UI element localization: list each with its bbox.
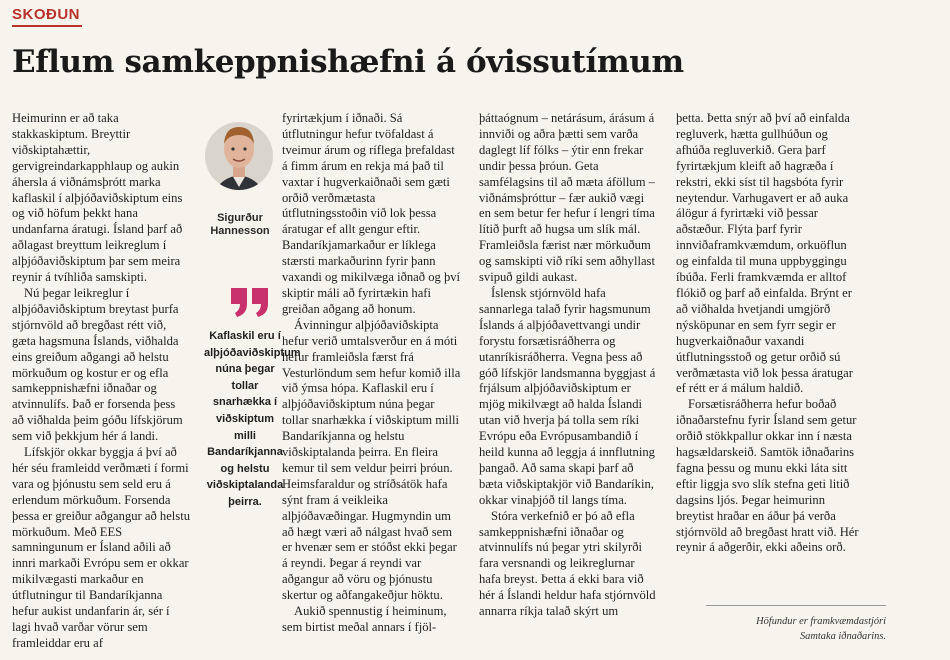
paragraph: þáttaógnum – netárásum, árásum á innviði og aðra þætti sem varða daglegt líf fólks – ýtir enn frekar undir þessa þróun. Geta samfélagsins til að mæta áföllum – viðnámsþróttur – fær aukið vægi en sem betur fer hefur í lengri tíma lítið þurft að hugsa um slík mál. Framleiðsla færist nær mörkuðum og samskipti við ríki sem aðhyllast svipuð gildi aukast. (479, 111, 655, 285)
section-label: SKOÐUN (12, 6, 81, 23)
paragraph: Lífskjör okkar byggja á því að hér séu framleidd verðmæti í formi vara og þjónustu sem seld eru á erlendum mörkuðum. Forsenda þessa er greiður aðgangur að helstu mörkuðum. Með EES samningunum er Ísland aðili að innri markaði Evrópu sem er okkar mikilvægasti markaður en útflutningur til Bandaríkjanna hefur aukist undanfarin ár, sér í lagi hvað varðar vörur sem framleiddar eru af (12, 445, 190, 650)
pull-quote: Kaflaskil eru í alþjóðaviðskiptum núna þegar tollar snarhækka í viðskiptum milli Bandaríkjanna og helstu viðskiptalanda þeirra. (204, 330, 301, 508)
footnote-rule (706, 605, 886, 606)
article-column-3 (479, 111, 659, 620)
footnote-line: Samtaka iðnaðarins. (799, 631, 886, 642)
paragraph: Ávinningur alþjóðaviðskipta hefur verið umtalsverður en á móti hefur framleiðsla færst frá Vesturlöndum sem hefur komið illa við ýmsa hópa. Kaflaskil eru í alþjóðaviðskiptum núna þegar tollar snarhækka í viðskiptum milli Bandaríkjanna og helstu viðskiptalanda þeirra. En fleira kemur til sem veldur þeirri þróun. Heimsfaraldur og stríðsátök hafa sýnt fram á veikleika alþjóðavæðingar. Hugmyndin um að hægt væri að nálgast hvað sem er hvenær sem er stóðst ekki þegar á reyndi. Þegar á reyndi var aðgangur að vöru og þjónustu skertur og aðfangakeðjur höktu. (282, 317, 461, 603)
article-column-4 (676, 111, 860, 556)
headline: Eflum samkeppnishæfni á óvissutímum (12, 44, 684, 80)
author-last-name: Hannesson (210, 225, 270, 237)
author-name (196, 212, 284, 238)
article-column-1 (12, 111, 190, 652)
paragraph: Nú þegar leikreglur í alþjóðaviðskiptum breytast þurfa stjórnvöld að bregðast rétt við, gæta hagsmuna Íslands, viðhalda eins greiðum aðgangi að helstu mörkuðum og kostur er og efla samkeppnishæfni iðnaðar og atvinnulífs. Það er forsenda þess að viðhalda þeim góðu lífskjörum sem við þekkjum hér á landi. (12, 285, 183, 444)
paragraph: fyrirtækjum í iðnaði. Sá útflutningur hefur tvöfaldast á tveimur árum og ríflega þrefaldast á fimm árum en rekja má það til vaxtar í hugverkaiðnaði sem gæti orðið verðmætasta útflutningsstoðin við lok þessa áratugar ef allt gengur eftir. Bandaríkjamarkaður er líklega stærsti markaðurinn fyrir þann vaxandi og mikilvæga iðnað og því skiptir máli að fyrirtækin hafi greiðan aðgang að honum. (282, 111, 461, 316)
article-column-2 (282, 111, 462, 636)
paragraph: Íslensk stjórnvöld hafa sannarlega talað fyrir hagsmunum Íslands á alþjóðavettvangi undir forystu forsætisráðherra og utanríkisráðherra. Vegna þess að góð lífskjör landsmanna byggjast á frjálsum alþjóðaviðskiptum er mjög mikilvægt að halda Íslandi utan við hverja þá tolla sem ríki Evrópu eða Evrópusambandið í heild kunna að leggja á innflutning þangað. Að sama skapi þarf að bæta viðskiptakjör við Bandaríkin, okkar vinaþjóð til langs tíma. (479, 285, 656, 507)
author-first-name: Sigurður (217, 212, 263, 224)
paragraph: Forsætisráðherra hefur boðað iðnaðarstefnu fyrir Ísland sem getur orðið stökkpallur okkar inn í næsta hagsældarskeið. Samtök iðnaðarins fagna þessu og munu ekki láta sitt eftir liggja svo slík stefna geti litið dagsins ljós. Þegar heimurinn breytist hraðar en áður þá verða stjórnvöld að bregðast hratt við. Hér reynir á aðgerðir, ekki aðeins orð. (676, 397, 859, 555)
paragraph: þetta. Þetta snýr að því að einfalda regluverk, hætta gullhúðun og afhúða regluverkið. Gera þarf fyrirtækjum kleift að hagræða í rekstri, ekki síst til hagsbóta fyrir neytendur. Varhugavert er að auka álögur á fyrirtæki við þessar aðstæður. Flýta þarf fyrir innviðaframkvæmdum, orkuöflun og einfalda til muna uppbyggingu íbúða. Ferli framkvæmda er alltof flókið og þarf að einfalda. Brýnt er að viðhalda hvetjandi umgjörð nýsköpunar en sem fyrr segir er hugverkaiðnaður vaxandi útflutningsstoð og getur orðið sú verðmætasta við lok þessa áratugar ef rétt er á málum haldið. (676, 111, 853, 396)
paragraph: Heimurinn er að taka stakkaskiptum. Breyttir viðskiptahættir, gervigreindarkapphlaup og aukin áhersla á viðnámsþrótt marka kaflaskil í alþjóðaviðskiptum eins og við höfum þekkt hana undanfarna áratugi. Ísland þarf að aðlagast breyttum leikreglum í alþjóðaviðskiptum þar sem meira reynir á tvíhliða samskipti. (12, 111, 183, 285)
paragraph: Stóra verkefnið er þó að efla samkeppnishæfni iðnaðar og atvinnulífs nú þegar ytri skilyrði fara versnandi og leikreglurnar hafa breyst. Þetta á ekki bara við hér á Íslandi heldur hafa stjórnvöld annarra ríkja talað skýrt um (479, 508, 656, 619)
section-rule (12, 25, 82, 27)
author-footnote (706, 614, 886, 644)
footnote-line: Höfundur er framkvæmdastjóri (756, 616, 886, 627)
paragraph: Aukið spennustig í heiminum, sem birtist meðal annars í fjöl- (282, 604, 447, 634)
quote-mark-icon (229, 286, 271, 318)
author-portrait (205, 111, 273, 201)
